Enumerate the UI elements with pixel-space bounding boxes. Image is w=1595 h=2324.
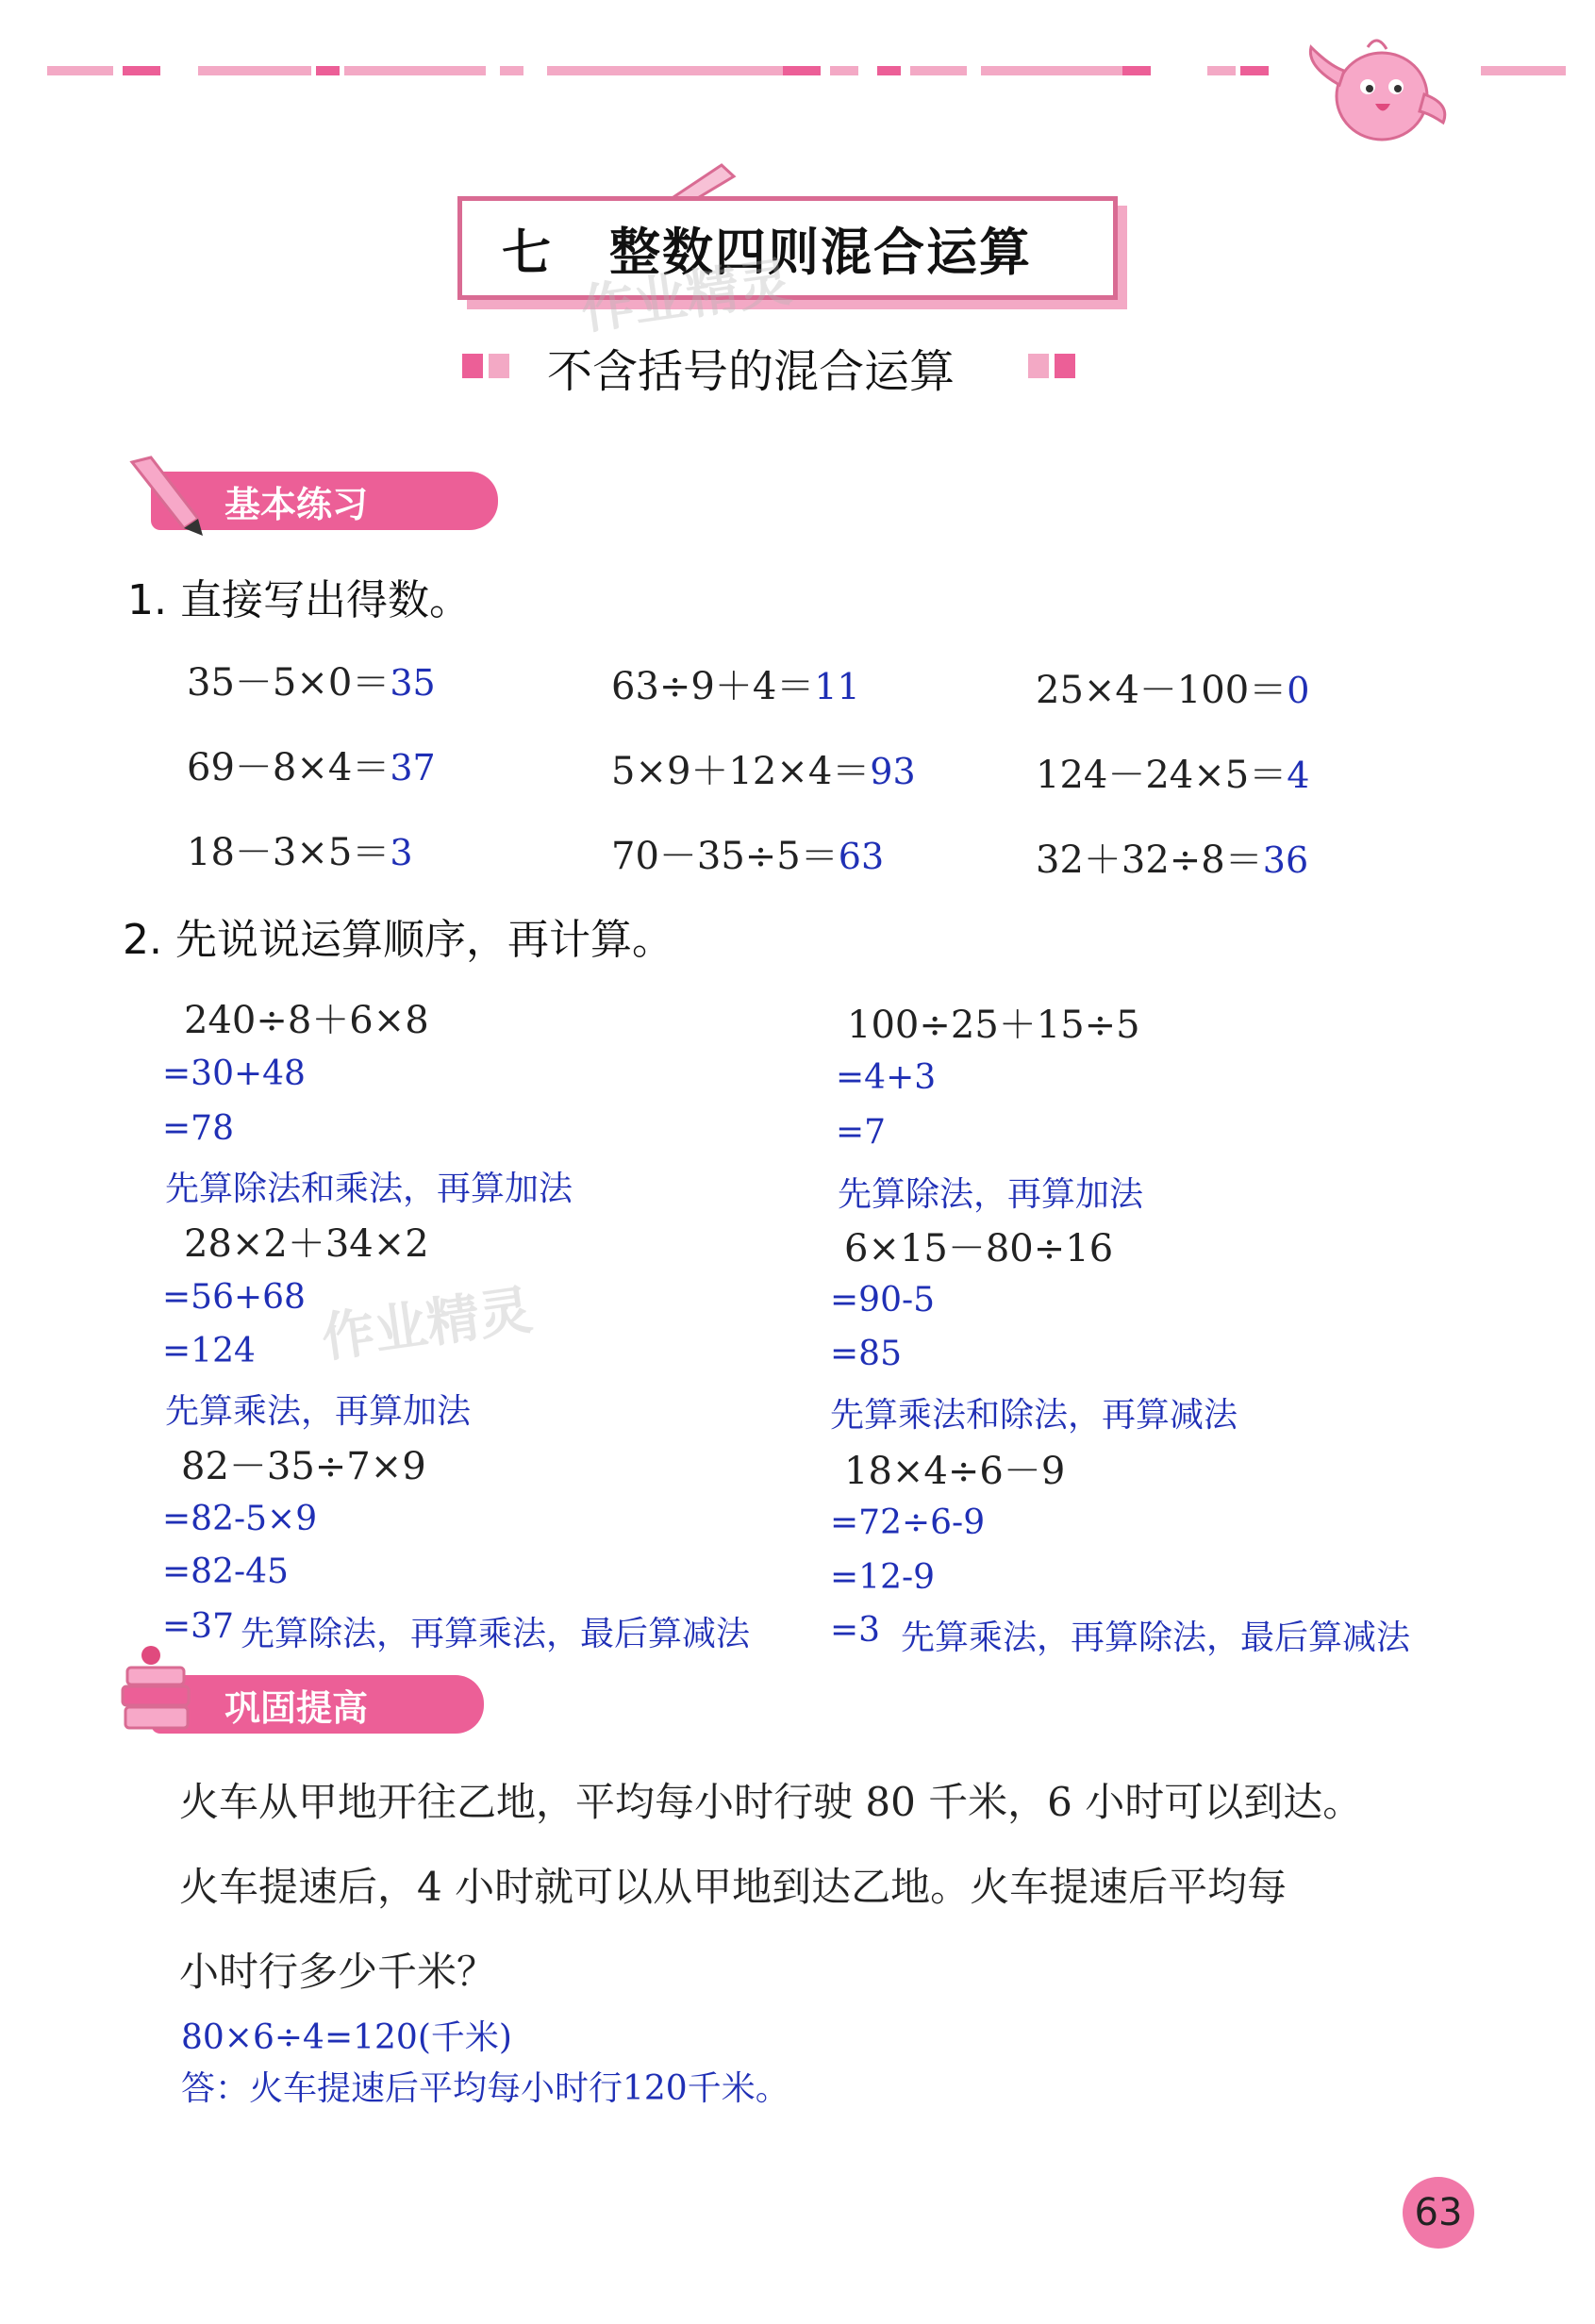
q1-item: 69－8×4＝37 bbox=[187, 746, 436, 789]
q2-step: =72÷6-9 bbox=[830, 1503, 986, 1542]
watermark: 作业精灵 bbox=[577, 251, 796, 342]
q1-item: 124－24×5＝4 bbox=[1036, 754, 1310, 797]
q3-answer: 答：火车提速后平均每小时行120千米。 bbox=[181, 2069, 789, 2108]
books-apple-icon bbox=[118, 1641, 203, 1740]
q1-item: 70－35÷5＝63 bbox=[611, 835, 885, 878]
watermark: 作业精灵 bbox=[318, 1279, 537, 1370]
q2-expression: 240÷8＋6×8 bbox=[184, 999, 429, 1042]
q2-order: 先算除法，再算加法 bbox=[838, 1175, 1144, 1214]
q2-step: =3 bbox=[830, 1611, 881, 1650]
q2-order: 先算乘法，再算加法 bbox=[165, 1392, 472, 1431]
q2-step: =82-5×9 bbox=[162, 1500, 318, 1538]
chapter-number: 七 bbox=[502, 224, 552, 282]
pen-icon bbox=[123, 453, 208, 538]
q2-step: =37 bbox=[162, 1607, 234, 1646]
q2-step: =124 bbox=[162, 1332, 256, 1370]
q3-line: 火车提速后，4 小时就可以从甲地到达乙地。火车提速后平均每 bbox=[179, 1864, 1288, 1910]
q1-item: 32＋32÷8＝36 bbox=[1036, 838, 1309, 882]
q2-expression: 28×2＋34×2 bbox=[184, 1222, 429, 1266]
q1-item: 25×4－100＝0 bbox=[1036, 669, 1310, 712]
q2-order: 先算乘法和除法，再算减法 bbox=[830, 1396, 1238, 1435]
chapter-title: 整数四则混合运算 bbox=[609, 221, 1033, 282]
q2-step: =4+3 bbox=[836, 1058, 937, 1097]
q1-item: 35－5×0＝35 bbox=[187, 661, 436, 705]
q2-order: 先算乘法，再算除法，最后算减法 bbox=[901, 1618, 1411, 1657]
q2-step: =90-5 bbox=[830, 1281, 936, 1320]
q2-step: =12-9 bbox=[830, 1558, 936, 1597]
q2-title: 2. 先说说运算顺序，再计算。 bbox=[123, 916, 673, 964]
section-subtitle: 不含括号的混合运算 bbox=[547, 345, 955, 398]
q3-line: 小时行多少千米？ bbox=[179, 1949, 497, 1995]
improve-label: 巩固提高 bbox=[224, 1686, 369, 1729]
q3-solution: 80×6÷4=120(千米) bbox=[181, 2018, 512, 2057]
q2-step: =30+48 bbox=[162, 1054, 306, 1093]
q2-step: =56+68 bbox=[162, 1278, 306, 1317]
page-number: 63 bbox=[1403, 2177, 1474, 2249]
q1-item: 18－3×5＝3 bbox=[187, 831, 413, 874]
q2-expression: 100÷25＋15÷5 bbox=[847, 1004, 1140, 1047]
subtitle-deco-right bbox=[1028, 354, 1085, 378]
q2-step: =78 bbox=[162, 1109, 234, 1148]
q2-step: =7 bbox=[836, 1113, 887, 1152]
q1-item: 63÷9＋4＝11 bbox=[611, 665, 860, 708]
q3-line: 火车从甲地开往乙地，平均每小时行驶 80 千米，6 小时可以到达。 bbox=[179, 1779, 1363, 1825]
basic-practice-label: 基本练习 bbox=[224, 483, 369, 525]
q2-step: =82-45 bbox=[162, 1552, 289, 1591]
q2-step: =85 bbox=[830, 1335, 902, 1373]
q1-title: 1. 直接写出得数。 bbox=[127, 576, 471, 624]
q2-expression: 18×4÷6－9 bbox=[844, 1450, 1066, 1493]
q2-order: 先算除法，再算乘法，最后算减法 bbox=[241, 1615, 751, 1653]
q2-order: 先算除法和乘法，再算加法 bbox=[165, 1170, 573, 1208]
q2-expression: 82－35÷7×9 bbox=[181, 1445, 426, 1488]
q2-expression: 6×15－80÷16 bbox=[844, 1227, 1114, 1270]
q1-item: 5×9＋12×4＝93 bbox=[611, 750, 916, 793]
bird-mascot-icon bbox=[1302, 28, 1453, 151]
subtitle-deco-left bbox=[462, 354, 519, 378]
